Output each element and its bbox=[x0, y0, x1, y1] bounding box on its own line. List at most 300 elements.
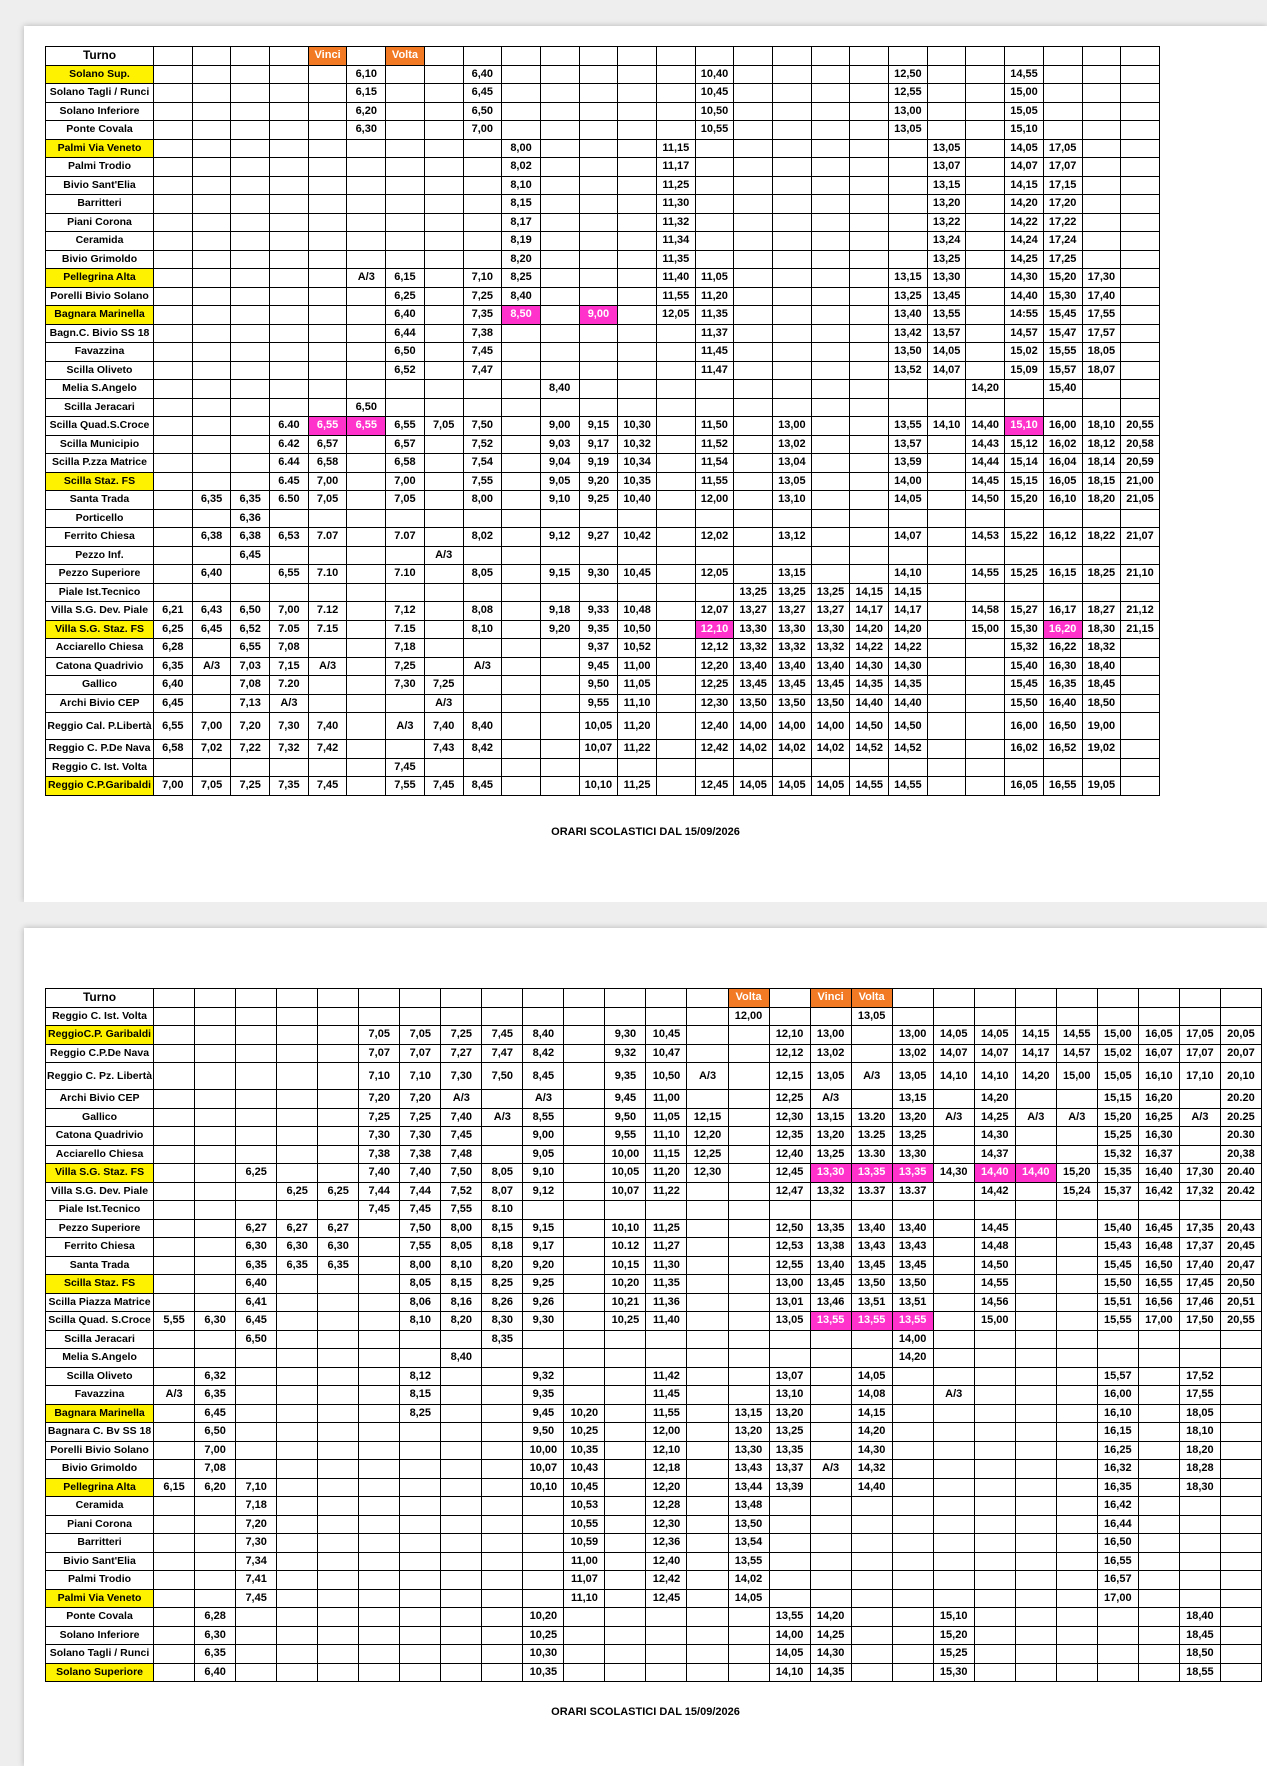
time-cell: 8,10 bbox=[463, 620, 502, 639]
empty-cell bbox=[441, 1386, 482, 1405]
empty-cell bbox=[810, 1534, 851, 1553]
time-cell: 7,20 bbox=[400, 1090, 441, 1109]
time-cell: 14,44 bbox=[966, 454, 1005, 473]
empty-cell bbox=[1138, 1571, 1179, 1590]
empty-cell bbox=[192, 639, 231, 658]
empty-cell bbox=[502, 565, 541, 584]
time-cell: 12,42 bbox=[695, 740, 734, 759]
time-cell: 14,05 bbox=[769, 1645, 810, 1664]
header-cell bbox=[1082, 47, 1121, 66]
empty-cell bbox=[605, 1589, 646, 1608]
empty-cell bbox=[728, 1386, 769, 1405]
time-cell: 12,00 bbox=[728, 1007, 769, 1026]
time-cell: 11,25 bbox=[656, 176, 695, 195]
empty-cell bbox=[231, 65, 270, 84]
empty-cell bbox=[400, 1497, 441, 1516]
empty-cell bbox=[154, 1626, 195, 1645]
empty-cell bbox=[347, 676, 386, 695]
time-cell: 11,05 bbox=[695, 269, 734, 288]
empty-cell bbox=[579, 176, 618, 195]
empty-cell bbox=[154, 324, 193, 343]
time-cell: 6,35 bbox=[195, 1386, 236, 1405]
time-cell: 15,30 bbox=[1043, 287, 1082, 306]
time-cell: 13,55 bbox=[889, 417, 928, 436]
empty-cell bbox=[318, 1145, 359, 1164]
time-cell: 18,20 bbox=[1082, 491, 1121, 510]
time-cell: 14,30 bbox=[810, 1645, 851, 1664]
empty-cell bbox=[318, 1589, 359, 1608]
empty-cell bbox=[540, 398, 579, 417]
time-cell: 6,40 bbox=[386, 306, 425, 325]
empty-cell bbox=[811, 121, 850, 140]
empty-cell bbox=[318, 1608, 359, 1627]
time-cell: 6,35 bbox=[236, 1256, 277, 1275]
empty-cell bbox=[966, 713, 1005, 740]
time-cell: 19,05 bbox=[1082, 777, 1121, 796]
empty-cell bbox=[308, 583, 347, 602]
empty-cell bbox=[933, 1534, 974, 1553]
empty-cell bbox=[728, 1608, 769, 1627]
empty-cell bbox=[734, 324, 773, 343]
empty-cell bbox=[1015, 1367, 1056, 1386]
time-cell: 12,55 bbox=[769, 1256, 810, 1275]
empty-cell bbox=[400, 1349, 441, 1368]
empty-cell bbox=[540, 546, 579, 565]
empty-cell bbox=[1056, 1608, 1097, 1627]
time-cell: 10,48 bbox=[618, 602, 657, 621]
time-cell: 13,05 bbox=[851, 1007, 892, 1026]
empty-cell bbox=[195, 1497, 236, 1516]
empty-cell bbox=[927, 454, 966, 473]
time-cell: 8,16 bbox=[441, 1293, 482, 1312]
empty-cell bbox=[347, 213, 386, 232]
empty-cell bbox=[1121, 65, 1160, 84]
empty-cell bbox=[734, 287, 773, 306]
time-cell: 11,55 bbox=[695, 472, 734, 491]
time-cell: 11,47 bbox=[695, 361, 734, 380]
empty-cell bbox=[277, 1201, 318, 1220]
empty-cell bbox=[695, 583, 734, 602]
empty-cell bbox=[769, 1534, 810, 1553]
empty-cell bbox=[270, 324, 309, 343]
table-row bbox=[46, 324, 1160, 343]
header-cell bbox=[564, 989, 605, 1008]
time-cell: 6,50 bbox=[347, 398, 386, 417]
empty-cell bbox=[502, 65, 541, 84]
empty-cell bbox=[564, 1386, 605, 1405]
empty-cell bbox=[889, 158, 928, 177]
empty-cell bbox=[1015, 1349, 1056, 1368]
time-cell: 7,30 bbox=[270, 713, 309, 740]
empty-cell bbox=[154, 1090, 195, 1109]
empty-cell bbox=[1138, 1404, 1179, 1423]
empty-cell bbox=[347, 287, 386, 306]
stop-name: Bagnara Marinella bbox=[46, 1404, 154, 1423]
time-cell: 5,55 bbox=[154, 1312, 195, 1331]
time-cell: 7,25 bbox=[441, 1026, 482, 1045]
time-cell: 12,47 bbox=[769, 1182, 810, 1201]
school-label-volta: Volta bbox=[386, 47, 425, 66]
time-cell: 14,50 bbox=[850, 713, 889, 740]
time-cell: 16,35 bbox=[1043, 676, 1082, 695]
table-row bbox=[46, 1423, 1262, 1442]
empty-cell bbox=[728, 1201, 769, 1220]
empty-cell bbox=[728, 1145, 769, 1164]
motorway-marker: A/3 bbox=[424, 694, 463, 713]
empty-cell bbox=[347, 324, 386, 343]
empty-cell bbox=[974, 1589, 1015, 1608]
empty-cell bbox=[773, 84, 812, 103]
empty-cell bbox=[523, 1330, 564, 1349]
time-cell: 13,45 bbox=[927, 287, 966, 306]
time-cell: 15,37 bbox=[1097, 1182, 1138, 1201]
empty-cell bbox=[850, 528, 889, 547]
time-cell: 15,43 bbox=[1097, 1238, 1138, 1257]
empty-cell bbox=[1220, 1589, 1261, 1608]
empty-cell bbox=[308, 65, 347, 84]
time-cell: 7,05 bbox=[400, 1026, 441, 1045]
empty-cell bbox=[400, 1423, 441, 1442]
time-cell: 13,44 bbox=[728, 1478, 769, 1497]
empty-cell bbox=[540, 639, 579, 658]
time-cell: 15,25 bbox=[1097, 1127, 1138, 1146]
empty-cell bbox=[1138, 1626, 1179, 1645]
empty-cell bbox=[605, 1386, 646, 1405]
table-row bbox=[46, 1164, 1262, 1183]
empty-cell bbox=[347, 602, 386, 621]
empty-cell bbox=[687, 1645, 728, 1664]
time-cell: 18,30 bbox=[1082, 620, 1121, 639]
empty-cell bbox=[154, 1044, 195, 1063]
empty-cell bbox=[154, 84, 193, 103]
empty-cell bbox=[579, 269, 618, 288]
time-cell: 11,15 bbox=[646, 1145, 687, 1164]
table-row bbox=[46, 287, 1160, 306]
time-cell: 15,30 bbox=[933, 1663, 974, 1682]
empty-cell bbox=[424, 435, 463, 454]
empty-cell bbox=[646, 1608, 687, 1627]
header-cell bbox=[773, 47, 812, 66]
empty-cell bbox=[927, 602, 966, 621]
time-cell: 14,02 bbox=[734, 740, 773, 759]
stop-name: Reggio C. Pz. Libertà bbox=[46, 1063, 154, 1090]
table-row bbox=[46, 250, 1160, 269]
time-cell: 19,02 bbox=[1082, 740, 1121, 759]
time-cell: 13,25 bbox=[889, 287, 928, 306]
empty-cell bbox=[347, 758, 386, 777]
time-cell: 15,05 bbox=[1005, 102, 1044, 121]
empty-cell bbox=[734, 417, 773, 436]
empty-cell bbox=[424, 324, 463, 343]
time-cell: 14,55 bbox=[1056, 1026, 1097, 1045]
header-cell bbox=[482, 989, 523, 1008]
empty-cell bbox=[192, 758, 231, 777]
time-cell: 9,12 bbox=[523, 1182, 564, 1201]
empty-cell bbox=[734, 343, 773, 362]
time-cell: 12,30 bbox=[695, 694, 734, 713]
empty-cell bbox=[318, 1044, 359, 1063]
time-cell: 7,35 bbox=[463, 306, 502, 325]
empty-cell bbox=[424, 250, 463, 269]
time-cell: 9,05 bbox=[540, 472, 579, 491]
empty-cell bbox=[734, 84, 773, 103]
empty-cell bbox=[734, 435, 773, 454]
empty-cell bbox=[192, 102, 231, 121]
time-cell: 7,40 bbox=[441, 1108, 482, 1127]
stop-name: Santa Trada bbox=[46, 1256, 154, 1275]
empty-cell bbox=[231, 287, 270, 306]
time-cell: 14,08 bbox=[851, 1386, 892, 1405]
empty-cell bbox=[974, 1404, 1015, 1423]
empty-cell bbox=[154, 758, 193, 777]
empty-cell bbox=[441, 1571, 482, 1590]
empty-cell bbox=[850, 139, 889, 158]
empty-cell bbox=[277, 1386, 318, 1405]
empty-cell bbox=[811, 213, 850, 232]
time-cell: 15,57 bbox=[1043, 361, 1082, 380]
empty-cell bbox=[154, 1293, 195, 1312]
stop-name: Piani Corona bbox=[46, 213, 154, 232]
empty-cell bbox=[564, 1608, 605, 1627]
school-label-vinci: Vinci bbox=[308, 47, 347, 66]
empty-cell bbox=[564, 1182, 605, 1201]
empty-cell bbox=[154, 1238, 195, 1257]
time-cell: 13,12 bbox=[773, 528, 812, 547]
time-cell: 7,52 bbox=[463, 435, 502, 454]
empty-cell bbox=[1121, 195, 1160, 214]
time-cell: 6,40 bbox=[236, 1275, 277, 1294]
time-cell: 13,01 bbox=[769, 1293, 810, 1312]
time-cell: 11,17 bbox=[656, 158, 695, 177]
time-cell: 9,00 bbox=[523, 1127, 564, 1146]
time-cell: 9,55 bbox=[579, 694, 618, 713]
time-cell: 13,52 bbox=[889, 361, 928, 380]
time-cell: 7,45 bbox=[400, 1201, 441, 1220]
empty-cell bbox=[769, 1349, 810, 1368]
header-cell bbox=[154, 47, 193, 66]
turno-header: Turno bbox=[46, 989, 154, 1008]
empty-cell bbox=[386, 158, 425, 177]
empty-cell bbox=[400, 1552, 441, 1571]
time-cell: 17,45 bbox=[1179, 1275, 1220, 1294]
empty-cell bbox=[927, 121, 966, 140]
empty-cell bbox=[687, 1312, 728, 1331]
time-cell: 10,35 bbox=[564, 1441, 605, 1460]
empty-cell bbox=[231, 213, 270, 232]
time-cell: 8,12 bbox=[400, 1367, 441, 1386]
time-cell: 20,10 bbox=[1220, 1063, 1261, 1090]
timetable-table-outbound bbox=[45, 46, 1160, 796]
empty-cell bbox=[974, 1007, 1015, 1026]
empty-cell bbox=[811, 454, 850, 473]
empty-cell bbox=[728, 1182, 769, 1201]
time-cell: 13,25 bbox=[734, 583, 773, 602]
empty-cell bbox=[502, 343, 541, 362]
time-cell: 9,50 bbox=[579, 676, 618, 695]
empty-cell bbox=[811, 195, 850, 214]
empty-cell bbox=[810, 1497, 851, 1516]
empty-cell bbox=[154, 1219, 195, 1238]
time-cell: 14,05 bbox=[851, 1367, 892, 1386]
motorway-marker: A/3 bbox=[347, 269, 386, 288]
empty-cell bbox=[811, 361, 850, 380]
empty-cell bbox=[974, 1515, 1015, 1534]
time-cell: 12,20 bbox=[695, 657, 734, 676]
empty-cell bbox=[811, 84, 850, 103]
empty-cell bbox=[1056, 1219, 1097, 1238]
empty-cell bbox=[231, 435, 270, 454]
time-cell: 7,34 bbox=[236, 1552, 277, 1571]
empty-cell bbox=[386, 583, 425, 602]
empty-cell bbox=[927, 620, 966, 639]
empty-cell bbox=[347, 777, 386, 796]
time-cell: 7,45 bbox=[463, 343, 502, 362]
time-cell: 6,35 bbox=[195, 1645, 236, 1664]
empty-cell bbox=[734, 195, 773, 214]
empty-cell bbox=[1056, 1201, 1097, 1220]
stop-name: Solano Tagli / Runci bbox=[46, 1645, 154, 1664]
empty-cell bbox=[154, 1645, 195, 1664]
empty-cell bbox=[318, 1497, 359, 1516]
time-cell: 8,25 bbox=[400, 1404, 441, 1423]
empty-cell bbox=[192, 306, 231, 325]
time-cell: 15,00 bbox=[1097, 1026, 1138, 1045]
header-cell bbox=[318, 989, 359, 1008]
time-cell: 7,20 bbox=[359, 1090, 400, 1109]
empty-cell bbox=[889, 546, 928, 565]
time-cell: 8,05 bbox=[463, 565, 502, 584]
table-row bbox=[46, 583, 1160, 602]
time-cell: 14,50 bbox=[889, 713, 928, 740]
empty-cell bbox=[646, 1626, 687, 1645]
empty-cell bbox=[966, 398, 1005, 417]
time-cell: 17,35 bbox=[1179, 1219, 1220, 1238]
stop-name: Bagnara Marinella bbox=[46, 306, 154, 325]
time-cell: 13,27 bbox=[773, 602, 812, 621]
time-cell: 10,25 bbox=[605, 1312, 646, 1331]
empty-cell bbox=[502, 509, 541, 528]
time-cell: 13,43 bbox=[851, 1238, 892, 1257]
table-row bbox=[46, 213, 1160, 232]
time-cell: 6,45 bbox=[463, 84, 502, 103]
empty-cell bbox=[231, 454, 270, 473]
time-cell: 8,00 bbox=[502, 139, 541, 158]
time-cell: 20.42 bbox=[1220, 1182, 1261, 1201]
empty-cell bbox=[974, 1349, 1015, 1368]
empty-cell bbox=[773, 306, 812, 325]
empty-cell bbox=[424, 639, 463, 658]
empty-cell bbox=[308, 676, 347, 695]
empty-cell bbox=[540, 232, 579, 251]
time-cell: 14,30 bbox=[974, 1127, 1015, 1146]
empty-cell bbox=[192, 158, 231, 177]
empty-cell bbox=[1121, 509, 1160, 528]
empty-cell bbox=[154, 398, 193, 417]
empty-cell bbox=[656, 361, 695, 380]
motorway-marker: A/3 bbox=[1015, 1108, 1056, 1127]
empty-cell bbox=[482, 1626, 523, 1645]
empty-cell bbox=[1082, 139, 1121, 158]
empty-cell bbox=[1138, 1663, 1179, 1682]
stop-name: Villa S.G. Staz. FS bbox=[46, 1164, 154, 1183]
empty-cell bbox=[463, 213, 502, 232]
empty-cell bbox=[482, 1478, 523, 1497]
time-cell: 7,30 bbox=[386, 676, 425, 695]
empty-cell bbox=[308, 639, 347, 658]
header-cell bbox=[1043, 47, 1082, 66]
empty-cell bbox=[850, 361, 889, 380]
empty-cell bbox=[618, 324, 657, 343]
table-row bbox=[46, 102, 1160, 121]
motorway-marker: A/3 bbox=[463, 657, 502, 676]
empty-cell bbox=[892, 1663, 933, 1682]
time-cell: 11,27 bbox=[646, 1238, 687, 1257]
time-cell: 20,51 bbox=[1220, 1293, 1261, 1312]
time-cell: 13,00 bbox=[889, 102, 928, 121]
motorway-marker: A/3 bbox=[270, 694, 309, 713]
empty-cell bbox=[463, 639, 502, 658]
empty-cell bbox=[277, 1293, 318, 1312]
empty-cell bbox=[277, 1460, 318, 1479]
empty-cell bbox=[933, 1182, 974, 1201]
stop-name: Ponte Covala bbox=[46, 121, 154, 140]
table-row bbox=[46, 565, 1160, 584]
empty-cell bbox=[236, 1145, 277, 1164]
time-cell: 6,25 bbox=[236, 1164, 277, 1183]
empty-cell bbox=[192, 232, 231, 251]
time-cell: 13,55 bbox=[728, 1552, 769, 1571]
time-cell: 7,13 bbox=[231, 694, 270, 713]
stop-name: Reggio Cal. P.Libertà bbox=[46, 713, 154, 740]
empty-cell bbox=[618, 287, 657, 306]
empty-cell bbox=[889, 398, 928, 417]
time-cell: 15,57 bbox=[1097, 1367, 1138, 1386]
stop-name: Gallico bbox=[46, 676, 154, 695]
empty-cell bbox=[1056, 1441, 1097, 1460]
empty-cell bbox=[424, 176, 463, 195]
time-cell: 8,40 bbox=[502, 287, 541, 306]
time-cell: 10,07 bbox=[579, 740, 618, 759]
empty-cell bbox=[195, 1571, 236, 1590]
empty-cell bbox=[773, 361, 812, 380]
empty-cell bbox=[463, 232, 502, 251]
time-cell: 8,00 bbox=[441, 1219, 482, 1238]
empty-cell bbox=[277, 1571, 318, 1590]
time-cell: 11,25 bbox=[618, 777, 657, 796]
header-cell bbox=[1097, 989, 1138, 1008]
empty-cell bbox=[850, 565, 889, 584]
empty-cell bbox=[889, 213, 928, 232]
time-cell: 9,00 bbox=[579, 306, 618, 325]
empty-cell bbox=[773, 176, 812, 195]
time-cell: 8,45 bbox=[463, 777, 502, 796]
time-cell: 13,30 bbox=[892, 1145, 933, 1164]
time-cell: 9,15 bbox=[579, 417, 618, 436]
stop-name: Palmi Via Veneto bbox=[46, 139, 154, 158]
empty-cell bbox=[734, 139, 773, 158]
empty-cell bbox=[192, 380, 231, 399]
empty-cell bbox=[974, 1441, 1015, 1460]
time-cell: 8,15 bbox=[441, 1275, 482, 1294]
empty-cell bbox=[687, 1238, 728, 1257]
empty-cell bbox=[1015, 1626, 1056, 1645]
time-cell: 8,30 bbox=[482, 1312, 523, 1331]
empty-cell bbox=[974, 1571, 1015, 1590]
empty-cell bbox=[1097, 1608, 1138, 1627]
empty-cell bbox=[308, 269, 347, 288]
empty-cell bbox=[1082, 232, 1121, 251]
time-cell: 12,00 bbox=[646, 1423, 687, 1442]
